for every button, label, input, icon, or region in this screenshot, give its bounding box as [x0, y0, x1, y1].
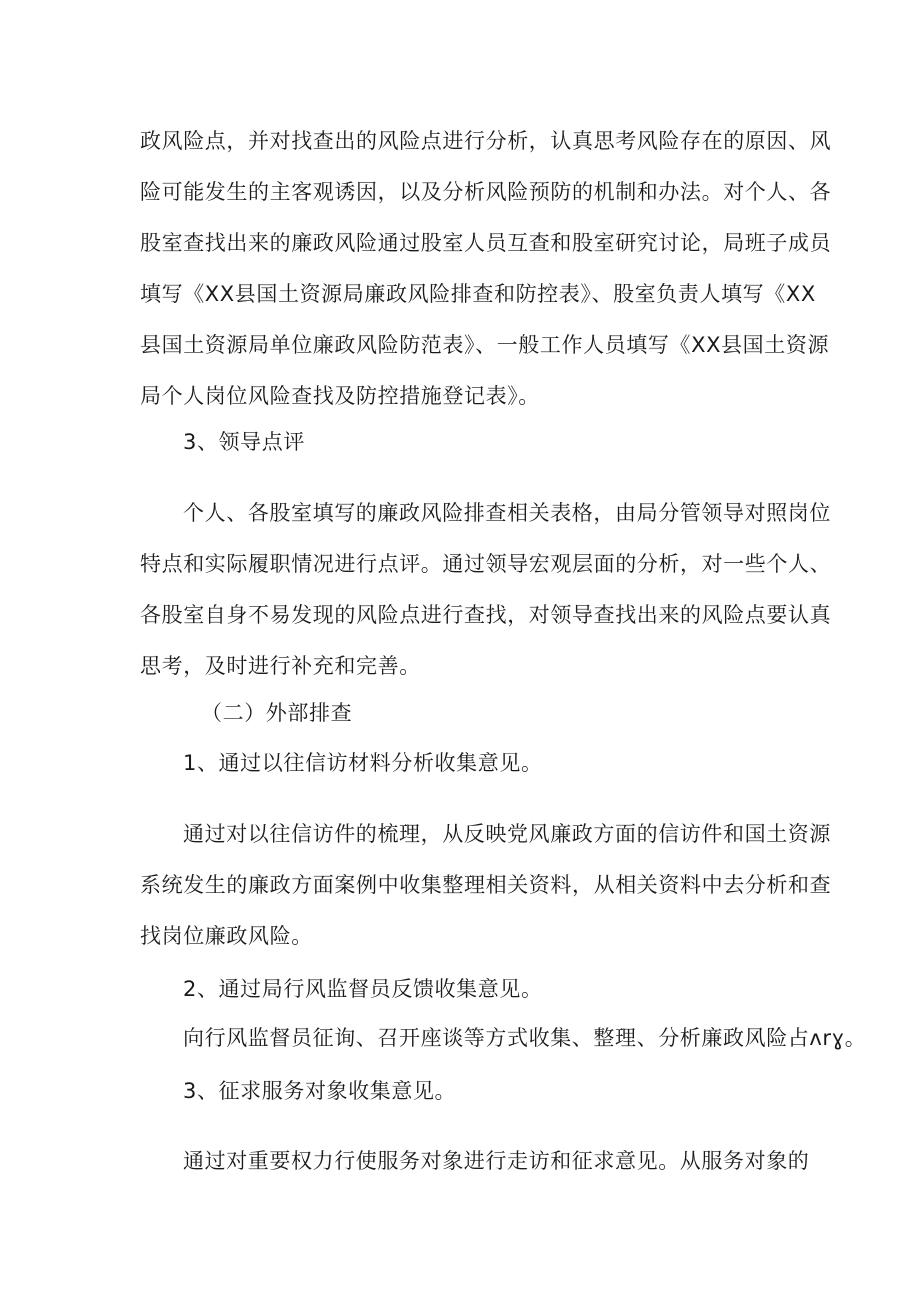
paragraph-line: 思考，及时进行补充和完善。 [140, 654, 421, 678]
section-heading: 3、征求服务对象收集意见。 [183, 1079, 457, 1103]
paragraph-line: 向行风监督员征询、召开座谈等方式收集、整理、分析廉政风险占ʌrɣ。 [183, 1026, 867, 1050]
paragraph-line: 特点和实际履职情况进行点评。通过领导宏观层面的分析，对一些个人、 [140, 552, 832, 576]
paragraph-line: 通过对重要权力行使服务对象进行走访和征求意见。从服务对象的 [183, 1149, 810, 1173]
paragraph-line: 系统发生的廉政方面案例中收集整理相关资料，从相关资料中去分析和查 [140, 873, 832, 897]
paragraph-line: 股室查找出来的廉政风险通过股室人员互查和股室研究讨论，局班子成员 [140, 231, 832, 255]
section-heading: 1、通过以往信访材料分析收集意见。 [183, 751, 543, 775]
paragraph-line: 县国土资源局单位廉政风险防范表》、一般工作人员填写《XX县国土资源 [140, 333, 830, 357]
section-heading: 3、领导点评 [183, 430, 305, 454]
paragraph-line: 找岗位廉政风险。 [140, 924, 313, 948]
paragraph-line: 政风险点，并对找查出的风险点进行分析，认真思考风险存在的原因、风 [140, 129, 832, 153]
paragraph-line: 填写《XX县国土资源局廉政风险排查和防控表》、股室负责人填写《XX [140, 282, 816, 306]
paragraph-line: 通过对以往信访件的梳理，从反映党风廉政方面的信访件和国土资源 [183, 822, 831, 846]
paragraph-line: 各股室自身不易发现的风险点进行查找，对领导查找出来的风险点要认真 [140, 603, 832, 627]
paragraph-line: 个人、各股室填写的廉政风险排查相关表格，由局分管领导对照岗位 [183, 501, 831, 525]
paragraph-line: 局个人岗位风险查找及防控措施登记表》。 [140, 384, 540, 408]
paragraph-line: 险可能发生的主客观诱因，以及分析风险预防的机制和办法。对个人、各 [140, 180, 832, 204]
section-title: （二）外部排查 [201, 701, 353, 725]
section-heading: 2、通过局行风监督员反馈收集意见。 [183, 977, 543, 1001]
